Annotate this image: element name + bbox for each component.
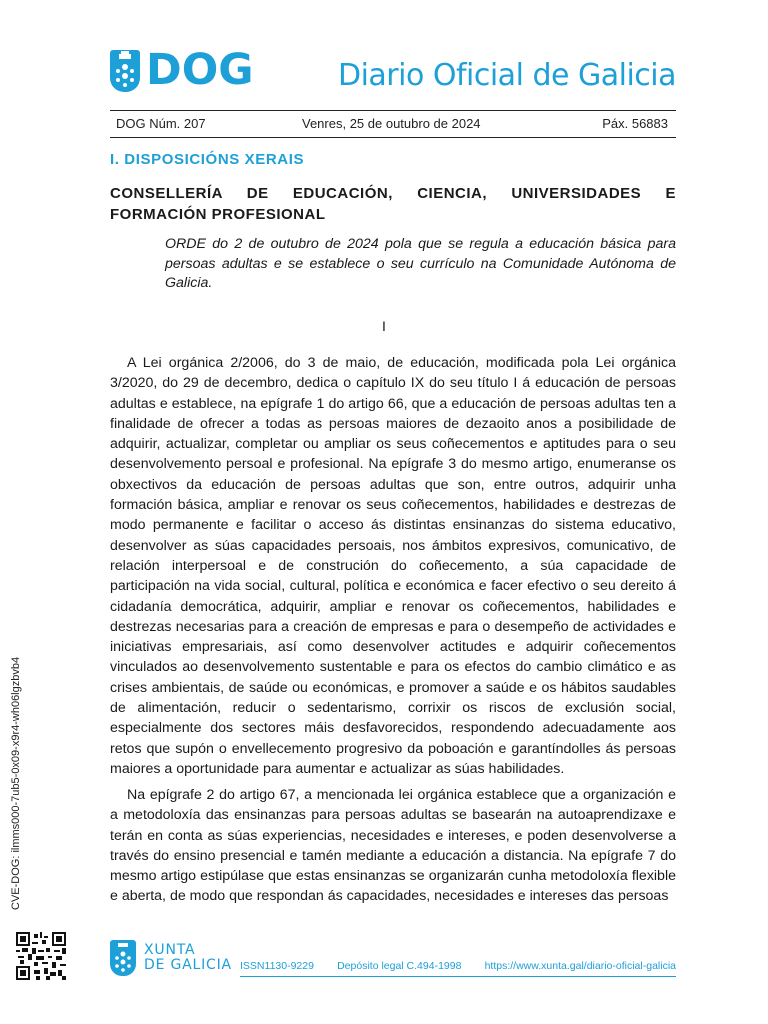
footer-url-link[interactable]: https://www.xunta.gal/diario-oficial-galicia bbox=[484, 960, 676, 972]
department-heading: CONSELLERÍA DE EDUCACIÓN, CIENCIA, UNIVERSIDADES E FORMACIÓN PROFESIONAL bbox=[110, 185, 676, 223]
brand-line-1: XUNTA bbox=[144, 942, 196, 958]
brand-line-2: DE GALICIA bbox=[144, 957, 232, 973]
issue-number: DOG Núm. 207 bbox=[116, 116, 206, 131]
section-number: I bbox=[382, 318, 386, 334]
paragraph: Na epígrafe 2 do artigo 67, a mencionada lei orgánica establece que a organización e a metodoloxía das ensinanzas para persoas adultas se basearán na autoaprendizaxe e terán en conta as súas experiencias, necesidades e intereses, e poden desenvolverse a través do ensino presencial e tamén mediante a educación a distancia. Na epígrafe 7 do mesmo artigo estipúlase que estas ensinanzas se organizarán cunha metodoloxía flexible e aberta, de modo que respondan ás capacidades, necesidades e intereses das persoas bbox=[110, 787, 676, 905]
section-title: I. DISPOSICIÓNS XERAIS bbox=[110, 151, 305, 168]
issn: ISSN1130-9229 bbox=[240, 960, 314, 972]
xunta-logo bbox=[110, 940, 232, 976]
legal-deposit: Depósito legal C.494-1998 bbox=[337, 960, 462, 972]
logo-text: DOG bbox=[146, 45, 254, 95]
xunta-crest-icon bbox=[110, 940, 136, 976]
issue-bar bbox=[110, 110, 676, 138]
order-title: ORDE do 2 de outubro de 2024 pola que se regula a educación básica para persoas adultas e se establece o seu currículo na Comunidade Autónoma de Galicia. bbox=[165, 236, 676, 291]
dog-logo bbox=[110, 45, 254, 95]
page-number: Páx. 56883 bbox=[602, 116, 668, 131]
footer-info bbox=[240, 960, 676, 972]
galicia-crest-icon bbox=[110, 50, 140, 92]
qr-code-icon[interactable] bbox=[16, 932, 66, 980]
paragraph: A Lei orgánica 2/2006, do 3 de maio, de educación, modificada pola Lei orgánica 3/2020, do 29 de decembro, dedica o capítulo IX do seu título I á educación de persoas adultas e establece, na epígrafe 1 do artigo 66, que a educación de persoas adultas ten a finalidade de ofrecer a todas as persoas maiores de dezaoito anos a posibilidade de adquirir, actualizar, completar ou ampliar os seus coñecementos e aptitudes para o seu desenvolvemento persoal e profesional. Na epígrafe 3 do mesmo artigo, enumeranse os obxectivos da educación de persoas adultas que son, entre outros, adquirir unha formación básica, ampliar e renovar os seus coñecementos, habilidades e destrezas de modo permanente e facilitar o acceso ás distintas ensinanzas do sistema educativo, desenvolver as súas capacidades persoais, nos ámbitos expresivos, comunicativo, de relación interpersoal e de construción do coñecemento, a súa capacidade de participación na vida social, cultural, política e económica e facer efectivo o seu dereito á cidadanía democrática, adquirir, ampliar e renovar os coñecementos, habilidades e destrezas necesarias para a creación de empresas e para o desempeño de actividades e iniciativas empresariais, así como desenvolver actitudes e adquirir coñecementos vinculados ao desenvolvemento sustentable e para os efectos do cambio climático e as crises ambientais, de saúde ou económicas, e promover a saúde e os hábitos saudables de alimentación, reducir o sedentarismo, corrixir os riscos de exclusión social, especialmente dos sectores máis desfavorecidos, respondendo adecuadamente aos retos que supón o envellecemento progresivo da poboación e garantíndolles ás persoas maiores a oportunidade para aumentar e actualizar as súas habilidades. bbox=[110, 355, 676, 777]
xunta-brand bbox=[144, 943, 232, 973]
journal-title: Diario Oficial de Galicia bbox=[337, 58, 676, 93]
verification-code: CVE-DOG: ilmms000-7ub5-0x09-x9r4-wh06lgzbvb4 bbox=[10, 656, 22, 910]
issue-date: Venres, 25 de outubro de 2024 bbox=[302, 116, 481, 131]
footer-divider bbox=[240, 976, 676, 977]
